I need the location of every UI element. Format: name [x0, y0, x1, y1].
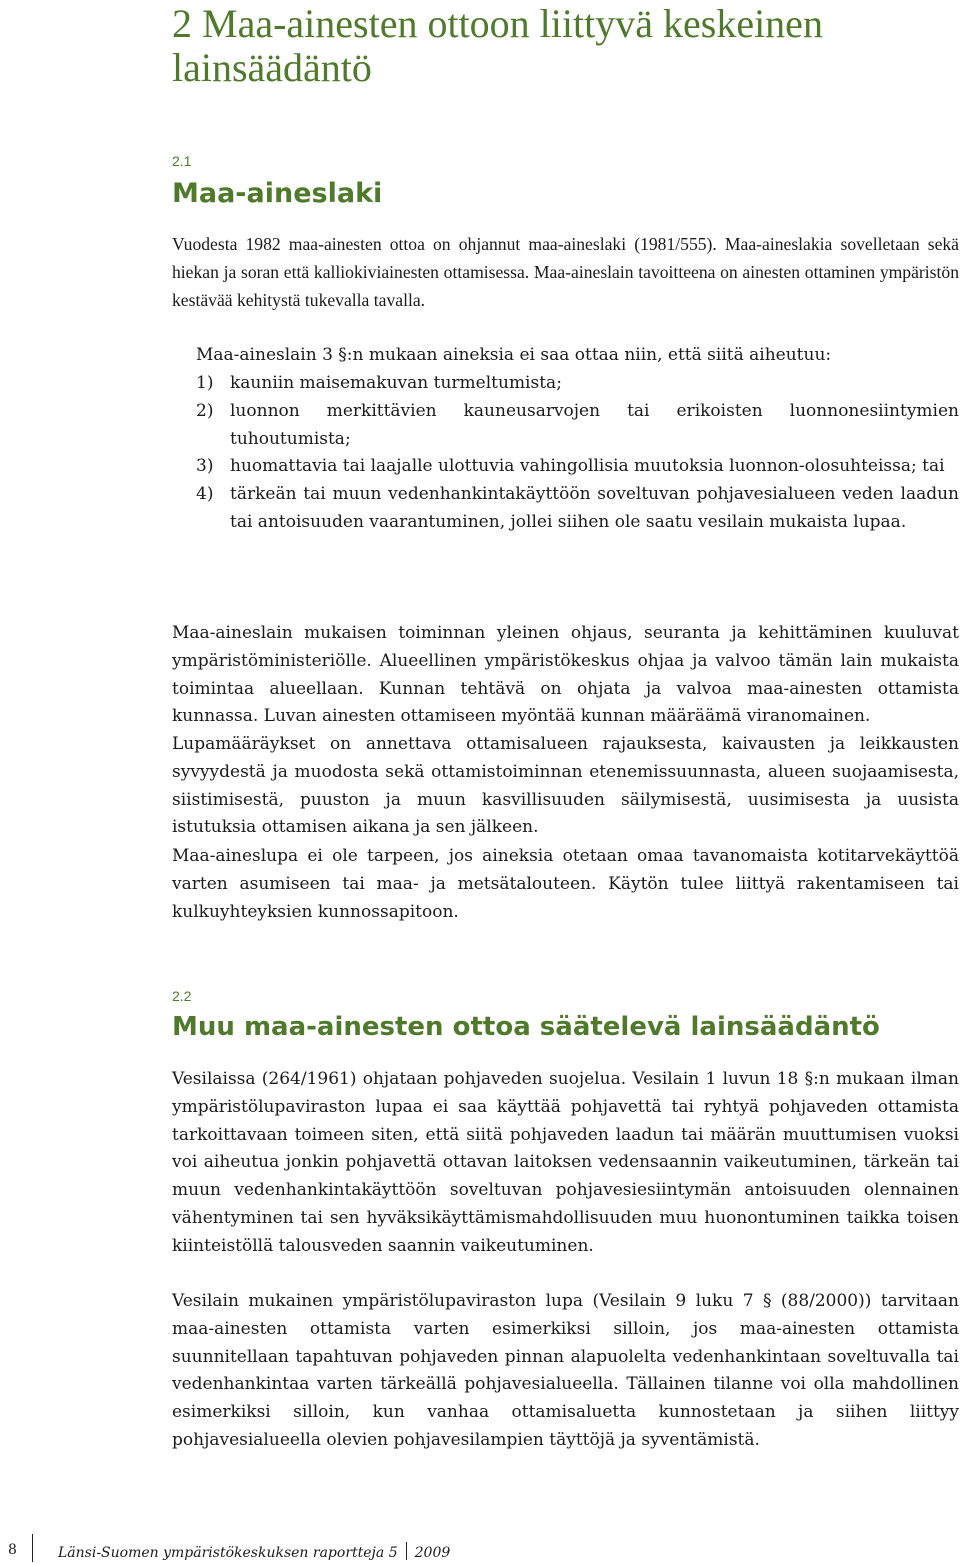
- footer-separator: [406, 1542, 407, 1560]
- section-number: 2.1: [172, 153, 192, 169]
- section-title: Maa-aineslaki: [172, 178, 383, 209]
- list-item: 4) tärkeän tai muun vedenhankintakäyttöön soveltuvan pohjavesialueen veden laadun tai antoisuuden vaarantuminen, jollei siihen ole saatu vesilain mukaista lupaa.: [196, 484, 959, 532]
- paragraph: Lupamääräykset on annettava ottamisalueen rajauksesta, kaivausten ja leikkausten syvyydestä ja muodosta sekä ottamistoiminnan etenemissuunnasta, alueen suojaamisesta, siistimisestä, puuston ja muun kasvillisuuden säilymisestä, uusimisesta ja uusista istutuksia ottamisen aikana ja sen jälkeen.: [172, 734, 959, 838]
- page-footer: [0, 1540, 960, 1564]
- paragraph: Maa-aineslain mukaisen toiminnan yleinen ohjaus, seuranta ja kehittäminen kuuluvat ympäristöministeriölle. Alueellinen ympäristökeskus ohjaa ja valvoo tämän lain mukaista toimintaa alueellaan. Kunnan tehtävä on ohjata ja valvoa maa-ainesten ottamista kunnassa. Luvan ainesten ottamiseen myöntää kunnan määräämä viranomainen.: [172, 623, 959, 727]
- section-number: 2.2: [172, 988, 192, 1004]
- page-number: 8: [8, 1542, 17, 1558]
- criteria-list: [196, 370, 959, 537]
- footer-publication-line: [58, 1542, 450, 1561]
- footer-divider: [32, 1534, 33, 1562]
- list-intro: Maa-aineslain 3 §:n mukaan aineksia ei saa ottaa niin, että siitä aiheutuu:: [196, 345, 832, 365]
- paragraph: Vesilain mukainen ympäristölupaviraston lupa (Vesilain 9 luku 7 § (88/2000)) tarvitaan maa-ainesten ottamista varten esimerkiksi silloin, jos maa-ainesten ottamista suunnitellaan tapahtuvan pohjaveden pinnan alapuolelta vedenhankintaan soveltuvalla tai vedenhankintaa varten tärkeällä pohjavesialueella. Tällainen tilanne voi olla mahdollinen esimerkiksi silloin, kun vanhaa ottamisaluetta kunnostetaan ja siihen liittyy pohjavesialueella olevien pohjavesilampien täyttöjä ja syventämistä.: [172, 1291, 959, 1450]
- list-item: 1) kauniin maisemakuvan turmeltumista;: [196, 373, 562, 393]
- paragraph: Maa-aineslupa ei ole tarpeen, jos aineksia otetaan omaa tavanomaista kotitarvekäyttöä varten asumiseen tai maa- ja metsätalouteen. Käytön tulee liittyä rakentamiseen tai kulkuyhteyksien kunnossapitoon.: [172, 846, 959, 922]
- section-title: Muu maa-ainesten ottoa säätelevä lainsäädäntö: [172, 1012, 880, 1042]
- publication-title: Länsi-Suomen ympäristökeskuksen raportteja: [58, 1545, 385, 1561]
- list-item: 2) luonnon merkittävien kauneusarvojen tai erikoisten luonnonesiintymien tuhoutumista;: [196, 400, 959, 449]
- list-item: 3) huomattavia tai laajalle ulottuvia vahingollisia muutoksia luonnon-olosuhteissa; tai: [196, 456, 945, 477]
- paragraph: Vesilaissa (264/1961) ohjataan pohjaveden suojelua. Vesilain 1 luvun 18 §:n mukaan ilman ympäristölupaviraston lupaa ei saa käyttää pohjavettä tai ryhtyä pohjaveden ottamista tarkoittavaan toimeen siten, että siitä pohjaveden laadun tai määrän muuttumisen vuoksi voi aiheutua jonkin pohjavettä ottavan laitoksen vedensaannin vaikeutuminen, tärkeän tai muun vedenhankintakäyttöön soveltuvan pohjavesiesiintymän antoisuuden olennainen vähentyminen tai sen hyväksikäyttämismahdollisuuden muu huonontuminen taikka toisen kiinteistöllä talousveden saannin vaikeutuminen.: [172, 1069, 959, 1256]
- chapter-title: 2 Maa-ainesten ottoon liittyvä keskeinen lainsäädäntö: [172, 1, 823, 90]
- publication-year: 2009: [414, 1545, 451, 1561]
- issue-number: 5: [388, 1545, 398, 1561]
- intro-paragraph: Vuodesta 1982 maa-ainesten ottoa on ohjannut maa-aineslaki (1981/555). Maa-aineslakia sovelletaan sekä hiekan ja soran että kalliokiviainesten ottamisessa. Maa-aineslain tavoitteena on ainesten ottaminen ympäristön kestävää kehitystä tukevalla tavalla.: [172, 234, 959, 310]
